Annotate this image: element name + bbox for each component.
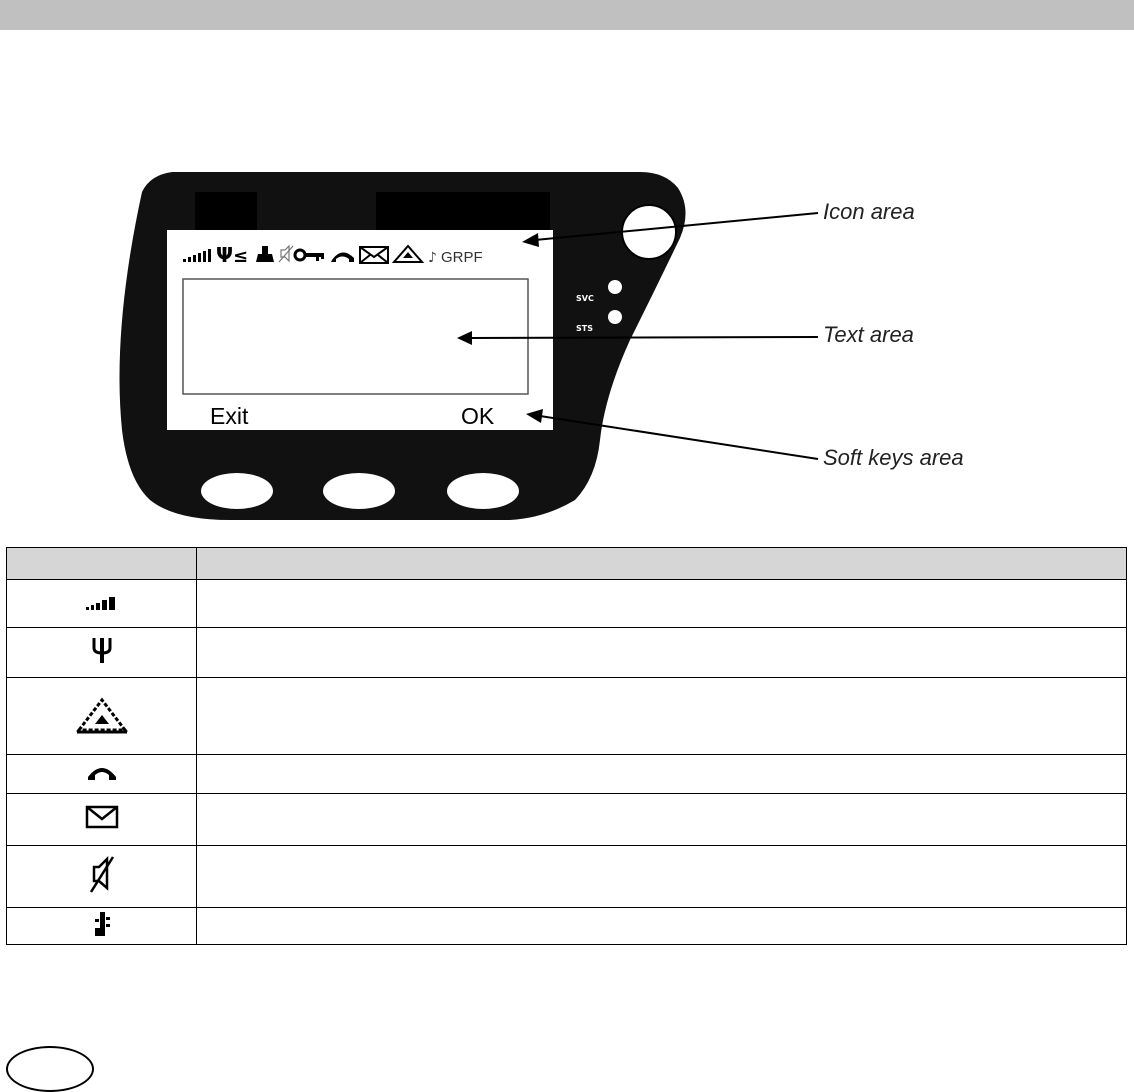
table-row <box>7 794 1127 846</box>
row-description <box>197 678 1127 755</box>
svg-text:Ψ: Ψ <box>216 243 233 267</box>
page-marker-oval <box>6 1046 94 1092</box>
antenna-icon <box>91 636 113 664</box>
table-row <box>7 846 1127 908</box>
text-area-box <box>183 279 528 394</box>
sts-label: STS <box>576 324 593 333</box>
callout-soft-keys-area: Soft keys area <box>823 445 964 470</box>
speaker-muted-icon <box>88 854 116 894</box>
header-description-column <box>197 548 1127 580</box>
table-row <box>7 908 1127 945</box>
signal-strength-icon <box>84 591 120 611</box>
device-illustration <box>0 0 1134 540</box>
row-description <box>197 908 1127 945</box>
table-row <box>7 678 1127 755</box>
middle-button <box>323 473 395 509</box>
callout-icon-area: Icon area <box>823 199 915 224</box>
svg-text:♪: ♪ <box>428 250 437 266</box>
right-soft-button <box>447 473 519 509</box>
svc-led <box>608 280 622 294</box>
table-row <box>7 628 1127 678</box>
softkey-ok-label: OK <box>461 403 495 429</box>
table-row <box>7 755 1127 794</box>
softkey-exit-label: Exit <box>210 403 249 429</box>
lanyard-hole <box>622 205 676 259</box>
row-description <box>197 794 1127 846</box>
status-text-grpf: GRPF <box>441 249 483 266</box>
svg-text:≤: ≤ <box>233 246 249 267</box>
svc-label: SVC <box>576 294 594 303</box>
row-description <box>197 628 1127 678</box>
callout-text-area: Text area <box>823 322 914 347</box>
table-header-row <box>7 548 1127 580</box>
row-description <box>197 755 1127 794</box>
row-description <box>197 580 1127 628</box>
alarm-triangle-icon <box>75 694 129 734</box>
icon-legend-table <box>6 547 1127 945</box>
table-row <box>7 580 1127 628</box>
sts-led <box>608 310 622 324</box>
row-description <box>197 846 1127 908</box>
handset-icon <box>86 763 118 781</box>
vibrate-icon <box>92 910 112 938</box>
envelope-icon <box>85 804 119 830</box>
left-soft-button <box>201 473 273 509</box>
header-icon-column <box>7 548 197 580</box>
